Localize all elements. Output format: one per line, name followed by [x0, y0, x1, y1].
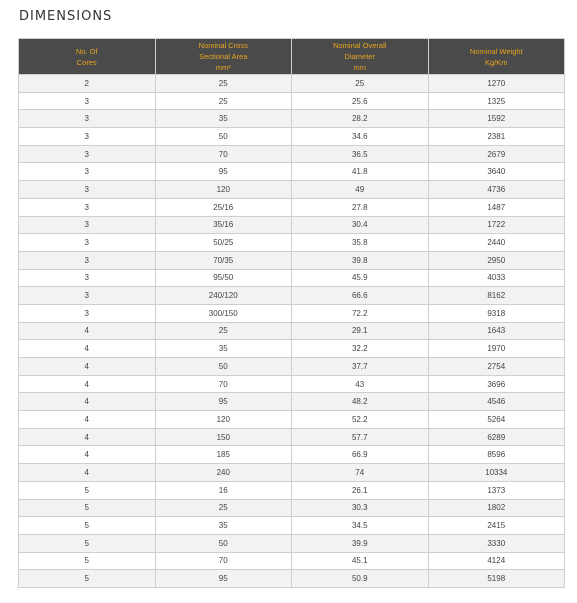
- cell-area: 50/25: [155, 234, 292, 252]
- cell-diameter: 35.8: [292, 234, 429, 252]
- cell-weight: 4033: [428, 269, 565, 287]
- cell-area: 95: [155, 570, 292, 588]
- header-line: Kg/Km: [484, 57, 508, 67]
- table-row: [19, 428, 565, 446]
- cell-cores: 4: [19, 464, 156, 482]
- cell-cores: 4: [19, 375, 156, 393]
- cell-diameter: 30.3: [292, 499, 429, 517]
- header-line: Sectional Area: [199, 52, 248, 61]
- cell-weight: 1802: [428, 499, 565, 517]
- cell-weight: 1487: [428, 198, 565, 216]
- cell-area: 240: [155, 464, 292, 482]
- header-line: No. Of: [75, 46, 98, 56]
- cell-weight: 4736: [428, 181, 565, 199]
- cell-cores: 4: [19, 340, 156, 358]
- cell-weight: 1643: [428, 322, 565, 340]
- header-diameter: [292, 39, 429, 75]
- cell-cores: 4: [19, 322, 156, 340]
- cell-weight: 1270: [428, 75, 565, 93]
- cell-cores: 4: [19, 358, 156, 376]
- cell-diameter: 49: [292, 181, 429, 199]
- cell-area: 35: [155, 517, 292, 535]
- table-row: [19, 570, 565, 588]
- cell-cores: 3: [19, 145, 156, 163]
- cell-area: 70: [155, 145, 292, 163]
- cell-area: 120: [155, 181, 292, 199]
- table-body: [19, 75, 565, 588]
- cell-diameter: 41.8: [292, 163, 429, 181]
- cell-weight: 10334: [428, 464, 565, 482]
- cell-diameter: 25: [292, 75, 429, 93]
- table-row: [19, 446, 565, 464]
- cell-cores: 4: [19, 411, 156, 429]
- cell-cores: 2: [19, 75, 156, 93]
- header-line: Nominal Overall: [333, 41, 387, 50]
- cell-weight: 8162: [428, 287, 565, 305]
- table-row: [19, 128, 565, 146]
- cell-area: 150: [155, 428, 292, 446]
- cell-weight: 9318: [428, 304, 565, 322]
- cell-area: 70: [155, 375, 292, 393]
- page-title: DIMENSIONS: [19, 9, 113, 24]
- header-area: [155, 39, 292, 75]
- cell-area: 185: [155, 446, 292, 464]
- cell-weight: 8596: [428, 446, 565, 464]
- cell-area: 16: [155, 481, 292, 499]
- table-row: [19, 216, 565, 234]
- header-cores: [19, 39, 156, 75]
- table-row: [19, 269, 565, 287]
- cell-diameter: 66.6: [292, 287, 429, 305]
- cell-area: 240/120: [155, 287, 292, 305]
- cell-cores: 3: [19, 216, 156, 234]
- cell-diameter: 27.8: [292, 198, 429, 216]
- cell-cores: 3: [19, 181, 156, 199]
- cell-weight: 2754: [428, 358, 565, 376]
- cell-cores: 3: [19, 287, 156, 305]
- table-row: [19, 499, 565, 517]
- cell-weight: 6289: [428, 428, 565, 446]
- cell-area: 95: [155, 163, 292, 181]
- cell-diameter: 45.1: [292, 552, 429, 570]
- cell-diameter: 36.5: [292, 145, 429, 163]
- cell-cores: 3: [19, 128, 156, 146]
- cell-area: 25/16: [155, 198, 292, 216]
- cell-cores: 3: [19, 92, 156, 110]
- header-line: mm: [353, 63, 366, 72]
- table-row: [19, 304, 565, 322]
- cell-area: 35/16: [155, 216, 292, 234]
- header-line: Diameter: [344, 52, 375, 61]
- header-line: Nominal Weight: [469, 46, 523, 56]
- cell-area: 50: [155, 534, 292, 552]
- cell-weight: 2381: [428, 128, 565, 146]
- table-row: [19, 163, 565, 181]
- cell-cores: 4: [19, 393, 156, 411]
- cell-cores: 3: [19, 251, 156, 269]
- table-row: [19, 145, 565, 163]
- header-line: Nominal Cross: [198, 41, 248, 50]
- cell-weight: 5264: [428, 411, 565, 429]
- header-weight: [428, 39, 565, 75]
- cell-diameter: 29.1: [292, 322, 429, 340]
- cell-cores: 3: [19, 198, 156, 216]
- cell-weight: 4546: [428, 393, 565, 411]
- cell-cores: 4: [19, 428, 156, 446]
- cell-diameter: 50.9: [292, 570, 429, 588]
- cell-weight: 1373: [428, 481, 565, 499]
- cell-area: 50: [155, 128, 292, 146]
- cell-diameter: 34.6: [292, 128, 429, 146]
- cell-cores: 3: [19, 163, 156, 181]
- cell-weight: 3696: [428, 375, 565, 393]
- cell-cores: 3: [19, 269, 156, 287]
- cell-diameter: 34.5: [292, 517, 429, 535]
- cell-weight: 1970: [428, 340, 565, 358]
- cell-area: 35: [155, 110, 292, 128]
- cell-cores: 3: [19, 304, 156, 322]
- cell-cores: 5: [19, 534, 156, 552]
- table-row: [19, 75, 565, 93]
- cell-cores: 5: [19, 499, 156, 517]
- cell-diameter: 28.2: [292, 110, 429, 128]
- cell-cores: 5: [19, 552, 156, 570]
- cell-weight: 3640: [428, 163, 565, 181]
- cell-area: 25: [155, 322, 292, 340]
- cell-area: 300/150: [155, 304, 292, 322]
- cell-weight: 1722: [428, 216, 565, 234]
- cell-weight: 2950: [428, 251, 565, 269]
- cell-diameter: 45.9: [292, 269, 429, 287]
- cell-area: 25: [155, 92, 292, 110]
- cell-weight: 2679: [428, 145, 565, 163]
- cell-area: 95/50: [155, 269, 292, 287]
- table-row: [19, 110, 565, 128]
- cell-area: 95: [155, 393, 292, 411]
- cell-diameter: 74: [292, 464, 429, 482]
- cell-area: 25: [155, 499, 292, 517]
- cell-area: 120: [155, 411, 292, 429]
- cell-weight: 2415: [428, 517, 565, 535]
- cell-cores: 5: [19, 481, 156, 499]
- table-row: [19, 464, 565, 482]
- cell-diameter: 25.6: [292, 92, 429, 110]
- table-row: [19, 287, 565, 305]
- cell-weight: 4124: [428, 552, 565, 570]
- cell-diameter: 66.9: [292, 446, 429, 464]
- table-row: [19, 181, 565, 199]
- table-row: [19, 358, 565, 376]
- cell-weight: 1592: [428, 110, 565, 128]
- table-row: [19, 375, 565, 393]
- cell-diameter: 48.2: [292, 393, 429, 411]
- cell-diameter: 43: [292, 375, 429, 393]
- table-row: [19, 234, 565, 252]
- cell-weight: 1325: [428, 92, 565, 110]
- cell-diameter: 32.2: [292, 340, 429, 358]
- cell-area: 70/35: [155, 251, 292, 269]
- table-row: [19, 92, 565, 110]
- cell-diameter: 52.2: [292, 411, 429, 429]
- cell-diameter: 39.8: [292, 251, 429, 269]
- table-row: [19, 552, 565, 570]
- cell-cores: 5: [19, 517, 156, 535]
- table-header-row: [19, 39, 565, 75]
- cell-diameter: 26.1: [292, 481, 429, 499]
- table-row: [19, 481, 565, 499]
- header-line: mm²: [215, 63, 231, 72]
- table-row: [19, 251, 565, 269]
- cell-area: 70: [155, 552, 292, 570]
- cell-weight: 3330: [428, 534, 565, 552]
- cell-cores: 3: [19, 110, 156, 128]
- table-row: [19, 198, 565, 216]
- cell-diameter: 30.4: [292, 216, 429, 234]
- cell-diameter: 72.2: [292, 304, 429, 322]
- table-row: [19, 340, 565, 358]
- cell-diameter: 37.7: [292, 358, 429, 376]
- cell-weight: 5198: [428, 570, 565, 588]
- cell-cores: 5: [19, 570, 156, 588]
- table-row: [19, 322, 565, 340]
- cell-cores: 4: [19, 446, 156, 464]
- cell-area: 25: [155, 75, 292, 93]
- table-row: [19, 393, 565, 411]
- cell-diameter: 39.9: [292, 534, 429, 552]
- cell-area: 50: [155, 358, 292, 376]
- header-line: Cores: [76, 57, 97, 67]
- table-row: [19, 411, 565, 429]
- table-row: [19, 517, 565, 535]
- cell-diameter: 57.7: [292, 428, 429, 446]
- cell-cores: 3: [19, 234, 156, 252]
- cell-area: 35: [155, 340, 292, 358]
- table-row: [19, 534, 565, 552]
- cell-weight: 2440: [428, 234, 565, 252]
- dimensions-table: [18, 38, 565, 588]
